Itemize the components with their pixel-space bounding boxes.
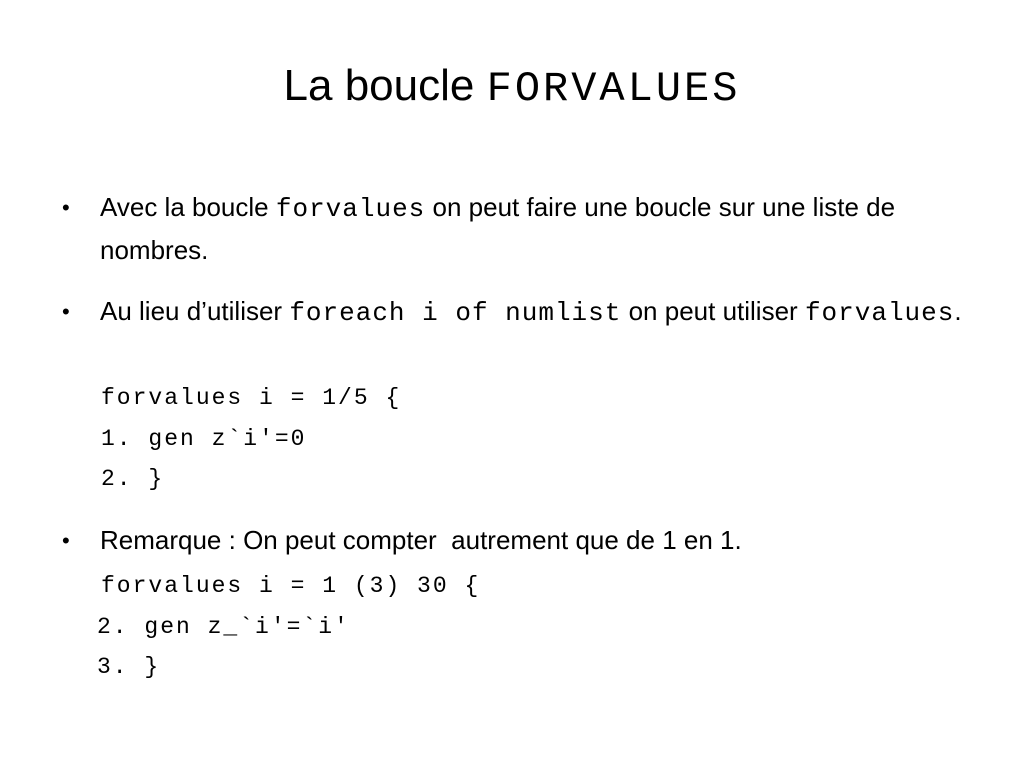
bullet-2-after: . [954, 296, 962, 326]
bullet-2-text [100, 291, 962, 334]
bullet-1 [62, 187, 962, 271]
bullet-marker: • [62, 528, 70, 553]
slide-title [0, 62, 1024, 112]
bullet-1-before: Avec la boucle [100, 192, 276, 222]
slide-title-text: La boucle [283, 61, 487, 110]
code-line: 2. } [101, 466, 165, 492]
code-line: forvalues i = 1/5 { [101, 385, 402, 411]
slide-title-code: FORVALUES [486, 65, 741, 113]
code-line: forvalues i = 1 (3) 30 { [101, 573, 481, 599]
bullet-2-before: Au lieu d’utiliser [100, 296, 290, 326]
code-line: 2. gen z_`i'=`i' [97, 614, 350, 640]
bullet-3-text: Remarque : On peut compter autrement que de 1 en 1. [100, 525, 742, 555]
bullet-1-after: on peut faire une boucle sur une liste de nombres. [100, 192, 896, 265]
bullet-1-code: forvalues [275, 194, 426, 224]
bullet-2-middle: on peut utiliser [621, 296, 805, 326]
bullet-2-code-2: forvalues [804, 298, 955, 328]
code-line: 1. gen z`i'=0 [101, 426, 307, 452]
bullet-2-code: foreach i of numlist [289, 298, 622, 328]
bullet-1-text [100, 187, 962, 271]
bullet-2 [62, 291, 962, 334]
bullet-marker: • [62, 195, 70, 220]
code-line: 3. } [97, 654, 161, 680]
bullet-3 [62, 520, 962, 561]
bullet-marker: • [62, 299, 70, 324]
